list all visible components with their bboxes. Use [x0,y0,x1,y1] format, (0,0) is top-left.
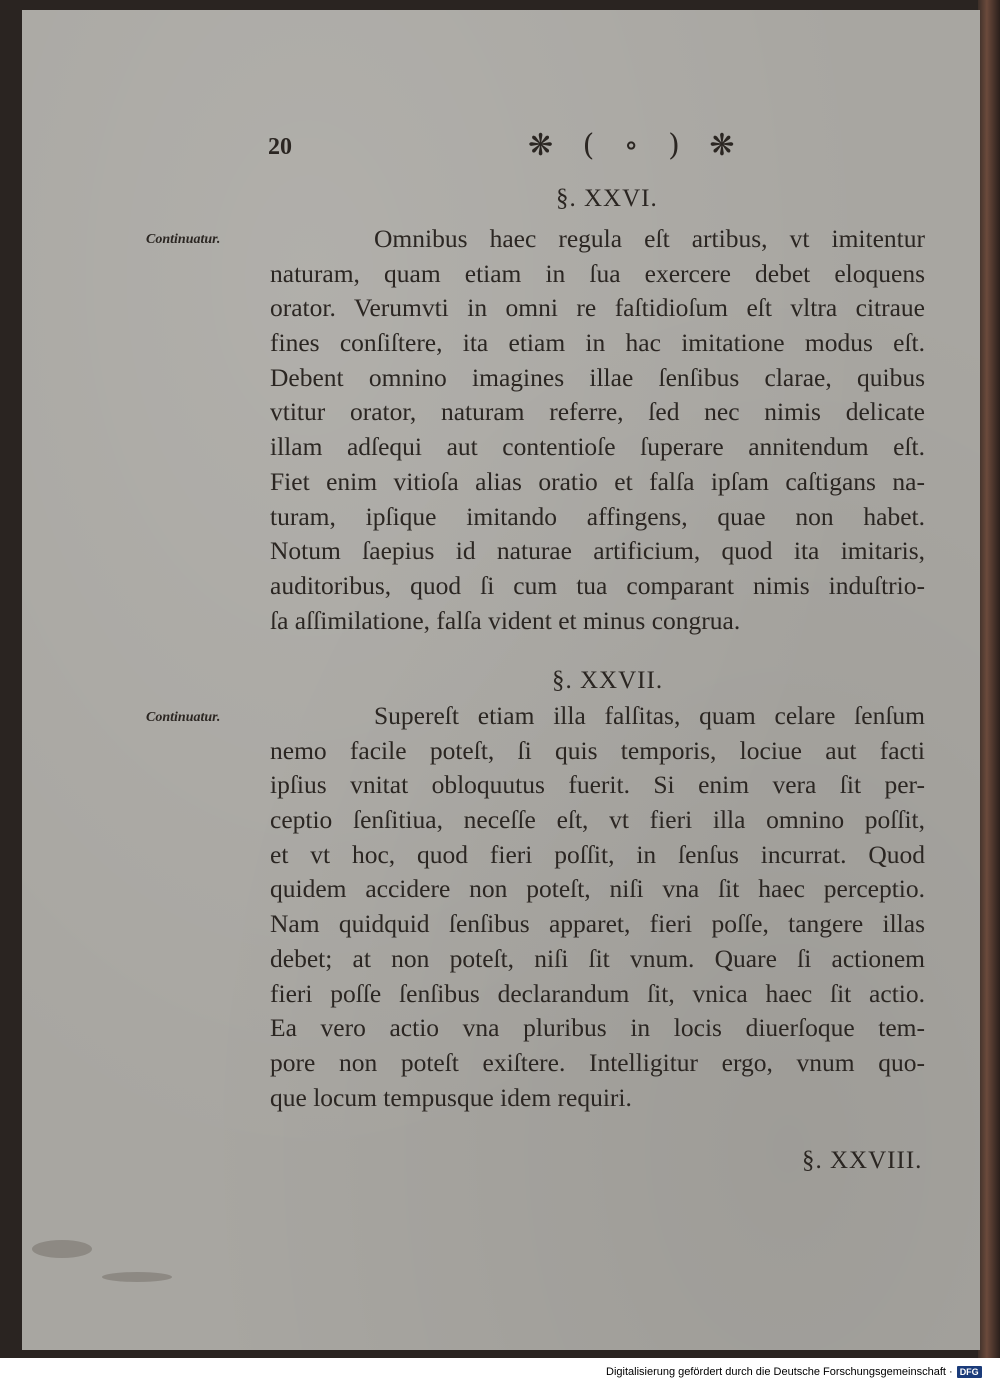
book-edge [978,0,1000,1358]
text-line: orator. Verumvti in omni re faſtidioſum eſt vltra citraue [270,293,925,323]
text-line: et vt hoc, quod fieri poſſit, in ſenſus incurrat. Quod [270,839,925,869]
catchword: §. XXVIII. [802,1147,923,1174]
text-line: quidem accidere non poteſt, niſi vna ſit haec perceptio. [270,874,925,904]
text-line: pore non poteſt exiſtere. Intelligitur ergo, vnum quo- [270,1047,925,1077]
text-line: Notum ſaepius id naturae artificium, quod ita imitaris, [270,536,925,566]
text-line: ceptio ſenſitiua, neceſſe eſt, vt fieri illa omnino poſſit, [270,805,925,835]
text-line: Fiet enim vitioſa alias oratio et falſa ipſam caſtigans na- [270,466,925,496]
page-stain [32,1240,92,1258]
text-line: Supereſt etiam illa falſitas, quam celare ſenſum [374,701,925,730]
text-line: vtitur orator, naturam referre, ſed nec nimis delicate [270,397,925,427]
text-line: ipſius vnitat obloquutus fuerit. Si enim vera ſit per- [270,770,925,800]
header-ornament: ❋ ( ∘ ) ❋ [528,128,745,163]
text-line: que locum tempusque idem requiri. [270,1082,632,1112]
section-title: §. XXVI. [556,185,658,212]
text-line: Debent omnino imagines illae ſenſibus clarae, quibus [270,362,925,392]
page-stain [102,1272,172,1282]
credit-text: Digitalisierung gefördert durch die Deutsche Forschungsgemeinschaft · [606,1366,953,1378]
text-line: illam adſequi aut contentioſe ſuperare annitendum eſt. [270,432,925,462]
text-line: Omnibus haec regula eſt artibus, vt imitentur [374,224,925,253]
digitization-credit [606,1366,982,1378]
paragraph [270,222,925,638]
text-line: nemo facile poteſt, ſi quis temporis, lociue aut facti [270,735,925,765]
text-line: fines conſiſtere, ita etiam in hac imitatione modus eſt. [270,328,925,358]
marginal-note: Continuatur. [146,232,221,247]
section-title: §. XXVII. [552,667,664,694]
text-line: Ea vero actio vna pluribus in locis diuerſoque tem- [270,1013,925,1043]
text-line: debet; at non poteſt, niſi ſit vnum. Quare ſi actionem [270,943,925,973]
text-line: fieri poſſe ſenſibus declarandum ſit, vnica haec ſit actio. [270,978,925,1008]
text-line: Nam quidquid ſenſibus apparet, fieri poſſe, tangere illas [270,909,925,939]
text-line: turam, ipſique imitando affingens, quae non habet. [270,501,925,531]
paragraph [270,699,925,1115]
text-line: naturam, quam etiam in ſua exercere debet eloquens [270,258,925,288]
page-number: 20 [268,134,292,160]
text-line: auditoribus, quod ſi cum tua comparant nimis induſtrio- [270,570,925,600]
marginal-note: Continuatur. [146,710,221,725]
dfg-logo-icon: DFG [957,1366,982,1378]
text-line: ſa aſſimilatione, falſa vident et minus congrua. [270,605,741,635]
